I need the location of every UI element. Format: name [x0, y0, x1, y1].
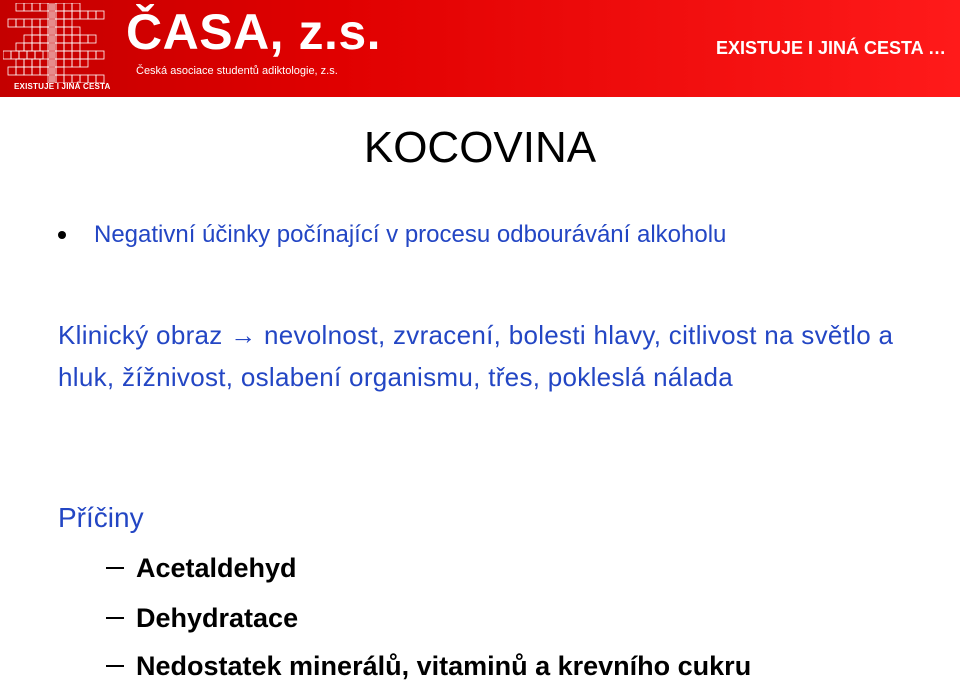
causes-label: Příčiny: [58, 502, 144, 533]
header-banner: [0, 0, 960, 97]
logo-tagline: EXISTUJE I JINÁ CESTA: [14, 82, 111, 91]
cause-text: Nedostatek minerálů, vitaminů a krevního cukru: [136, 651, 752, 681]
header-motto: EXISTUJE I JINÁ CESTA …: [715, 38, 946, 58]
bullet-text: Negativní účinky počínající v procesu odbourávání alkoholu: [94, 221, 727, 248]
cause-item: [106, 548, 297, 588]
crossword-logo-icon: [3, 3, 121, 83]
cause-item: [106, 598, 298, 638]
slide-title: KOCOVINA: [363, 123, 597, 172]
dash-icon: [106, 617, 124, 619]
clinical-picture-text: Klinický obraz → nevolnost, zvracení, bolesti hlavy, citlivost na světlo a hluk, žížnivost, oslabení organismu, třes, pokleslá nálada: [58, 320, 894, 392]
dash-icon: [106, 567, 124, 569]
bullet-dot-icon: [58, 231, 66, 239]
cause-item: [106, 646, 751, 686]
brand-subtitle: Česká asociace studentů adiktologie, z.s.: [136, 65, 338, 77]
cause-text: Dehydratace: [136, 603, 299, 633]
dash-icon: [106, 665, 124, 667]
cause-text: Acetaldehyd: [136, 553, 297, 583]
brand-name: ČASA, z.s.: [126, 4, 382, 60]
